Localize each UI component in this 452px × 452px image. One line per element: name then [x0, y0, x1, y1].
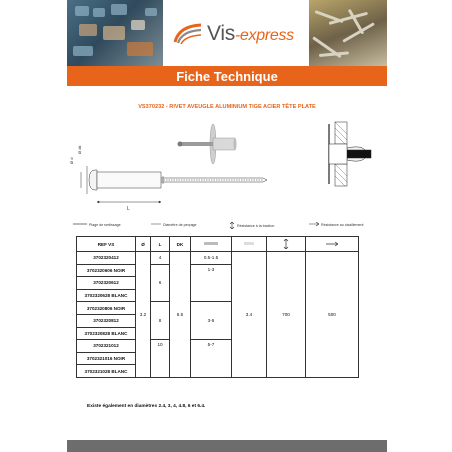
- footer-bar: [67, 440, 387, 452]
- header: [67, 0, 387, 66]
- banner-title: Fiche Technique: [176, 68, 278, 84]
- brand-logo: [173, 20, 294, 48]
- ref-cell: 3702320812: [77, 314, 136, 327]
- product-title: VS370232 - RIVET AVEUGLE ALUMINIUM TIGE ACIER TÊTE PLATE: [138, 104, 316, 110]
- length-cell: 6: [151, 264, 170, 302]
- ref-cell: 3702321012: [77, 340, 136, 353]
- dim-label-l: L: [127, 206, 130, 212]
- ref-cell: 3702320628 BLANC: [77, 289, 136, 302]
- rivet-side-view: [81, 166, 267, 203]
- spec-table: [76, 236, 359, 378]
- header-length: L: [151, 237, 170, 252]
- crimp-range-cell: 0.5-1.5: [191, 252, 232, 265]
- tensile-cell: 700: [267, 252, 306, 378]
- brand-name: Vis-express: [207, 22, 294, 45]
- header-photo-tools: [67, 0, 163, 66]
- ref-cell: 3702320606 NOIR: [77, 264, 136, 277]
- tensile-arrow-icon: [229, 222, 235, 230]
- technical-sheet-page: [67, 0, 387, 452]
- ref-cell: 3702320828 BLANC: [77, 327, 136, 340]
- header-dk: DK: [170, 237, 191, 252]
- diameter-cell: 3.2: [136, 252, 151, 378]
- crimp-range-cell: 1-3: [191, 264, 232, 302]
- legend-item-shear: Résistance au cisaillement: [309, 222, 364, 228]
- ref-cell: 3702320612: [77, 277, 136, 290]
- rivet-3d-view: [178, 124, 237, 164]
- crimp-range-cell: 3-5: [191, 302, 232, 340]
- shear-cell: 500: [306, 252, 359, 378]
- title-banner: [67, 66, 387, 86]
- length-cell: 10: [151, 340, 170, 378]
- rivet-technical-drawing: [67, 114, 387, 214]
- legend-item-drill-diameter: Diamètre de perçage: [151, 222, 197, 227]
- rivet-section-view: [329, 122, 371, 186]
- header-ref: REF VS: [77, 237, 136, 252]
- table-row: [77, 252, 359, 265]
- availability-note: Existe également en diamètres 2.4, 3, 4, 4.8, 6 et 6.4.: [87, 404, 206, 409]
- header-diameter: Ø: [136, 237, 151, 252]
- legend-item-crimp-range: Plage de sertissage: [73, 222, 121, 227]
- ref-cell: 3702320806 NOIR: [77, 302, 136, 315]
- header-drill-icon: [232, 237, 267, 252]
- length-cell: 8: [151, 302, 170, 340]
- table-header-row: [77, 237, 359, 252]
- header-shear-icon: [306, 237, 359, 252]
- drill-cell: 3.4: [232, 252, 267, 378]
- ref-cell: 3702321028 BLANC: [77, 365, 136, 378]
- legend-item-tensile: Résistance à la traction: [229, 222, 274, 230]
- header-photo-screws: [309, 0, 387, 66]
- length-cell: 4: [151, 252, 170, 265]
- ref-cell: 3702320412: [77, 252, 136, 265]
- crimp-range-cell: 5-7: [191, 340, 232, 378]
- drill-icon: [151, 222, 161, 227]
- logo-swoosh-icon: [173, 22, 203, 46]
- header-crimp-range-icon: [191, 237, 232, 252]
- ref-cell: 3702321016 NOIR: [77, 352, 136, 365]
- shear-arrow-icon: [309, 222, 319, 228]
- legend: [73, 222, 383, 230]
- dim-label-d: Ø d: [69, 157, 74, 164]
- header-tensile-icon: [267, 237, 306, 252]
- dk-cell: 6.5: [170, 252, 191, 378]
- crimp-range-icon: [73, 222, 87, 227]
- dim-label-dk: Ø dk: [77, 145, 82, 154]
